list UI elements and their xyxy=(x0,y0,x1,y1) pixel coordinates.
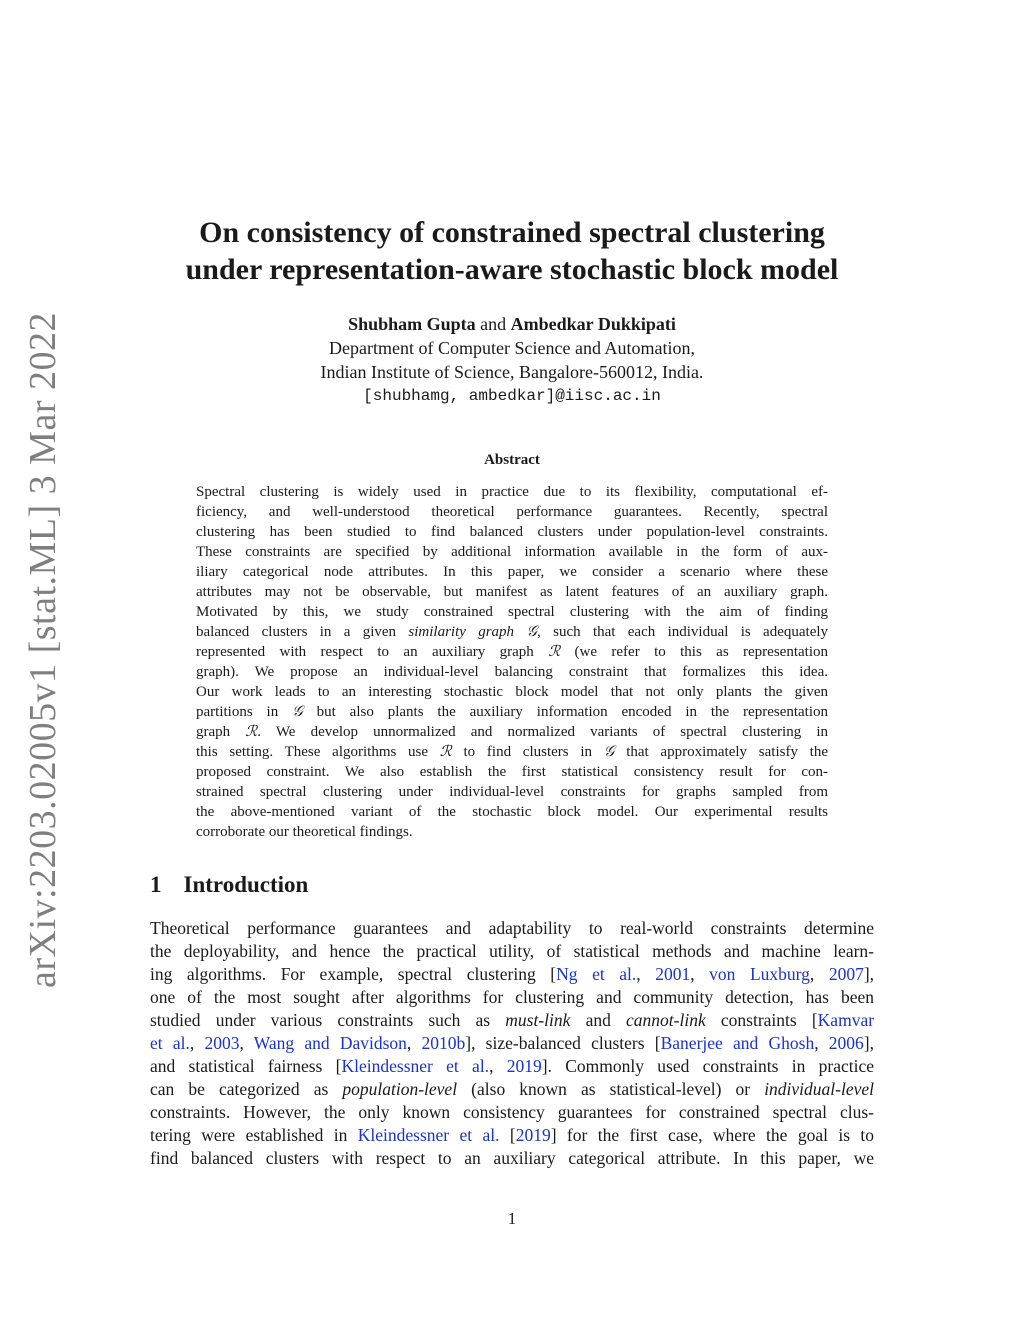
text-run: ing algorithms. For example, spectral clustering [ xyxy=(150,964,557,984)
author-2: Ambedkar Dukkipati xyxy=(510,314,676,334)
text-run: that approximately satisfy the xyxy=(626,744,828,760)
text-run: can be categorized as xyxy=(150,1079,329,1099)
abstract-line: clustering has been studied to find balanced clusters under population-level constraints. xyxy=(196,524,828,540)
text-run: studied under various constraints such as xyxy=(150,1010,491,1030)
math-symbol-g: 𝒢 xyxy=(526,624,538,640)
text-run: and xyxy=(585,1010,611,1030)
title-line-1: On consistency of constrained spectral clustering xyxy=(199,216,825,249)
text-run: ]. Commonly used constraints in practice xyxy=(541,1056,874,1076)
abstract-line xyxy=(196,742,828,762)
abstract-body xyxy=(196,482,828,842)
abstract-line: graph). We propose an individual-level balancing constraint that formalizes this idea. xyxy=(196,664,828,680)
text-run: ], size-balanced clusters [ xyxy=(465,1033,661,1053)
abstract-line: Our work leads to an interesting stochastic block model that not only plants the given xyxy=(196,684,828,700)
section-number: 1 xyxy=(150,872,162,897)
text-run: , xyxy=(189,1033,205,1053)
intro-line xyxy=(150,1009,874,1032)
text-run: (we refer to this as representation xyxy=(574,644,828,660)
text-run: , such that each individual is adequately xyxy=(537,624,828,640)
citation-link[interactable]: Kamvar xyxy=(817,1010,874,1030)
citation-link[interactable]: Banerjee and Ghosh xyxy=(660,1033,815,1053)
math-symbol-r: ℛ xyxy=(439,744,452,760)
abstract-line: Spectral clustering is widely used in practice due to its flexibility, computational ef- xyxy=(196,484,828,500)
abstract-line: proposed constraint. We also establish the first statistical consistency result for con- xyxy=(196,764,828,780)
abstract-line: These constraints are specified by additional information available in the form of aux- xyxy=(196,544,828,560)
text-run: this setting. These algorithms use xyxy=(196,744,429,760)
text-run: , xyxy=(809,964,829,984)
text-run: ], xyxy=(863,964,874,984)
text-run: (also known as statistical-level) or xyxy=(471,1079,751,1099)
text-run: represented with respect to an auxiliary graph xyxy=(196,644,534,660)
population-level-term: population-level xyxy=(342,1079,458,1099)
must-link-term: must-link xyxy=(505,1010,571,1030)
math-symbol-r: ℛ xyxy=(245,724,258,740)
abstract-line: iliary categorical node attributes. In this paper, we consider a scenario where these xyxy=(196,564,828,580)
citation-link[interactable]: 2019 xyxy=(506,1056,542,1076)
intro-line: the deployability, and hence the practical utility, of statistical methods and machine learn- xyxy=(150,941,874,961)
intro-line: one of the most sought after algorithms for clustering and community detection, has been xyxy=(150,987,874,1007)
text-run: , xyxy=(690,964,710,984)
text-run: [ xyxy=(509,1125,516,1145)
math-symbol-g: 𝒢 xyxy=(603,744,615,760)
abstract-line: strained spectral clustering under individual-level constraints for graphs sampled from xyxy=(196,784,828,800)
arxiv-stamp xyxy=(18,312,68,988)
affiliation-line-1: Department of Computer Science and Automation, xyxy=(329,338,695,358)
abstract-line: Motivated by this, we study constrained spectral clustering with the aim of finding xyxy=(196,604,828,620)
citation-link[interactable]: 2001 xyxy=(655,964,691,984)
arxiv-stamp-text: arXiv:2203.02005v1 [stat.ML] 3 Mar 2022 xyxy=(22,312,64,988)
cannot-link-term: cannot-link xyxy=(626,1010,706,1030)
abstract-line xyxy=(196,702,828,722)
citation-link[interactable]: 2019 xyxy=(515,1125,551,1145)
title-line-2: under representation-aware stochastic block model xyxy=(185,253,839,286)
text-run: constraints [ xyxy=(720,1010,818,1030)
citation-link[interactable]: 2003 xyxy=(204,1033,240,1053)
text-run: , xyxy=(239,1033,254,1053)
text-run: , xyxy=(489,1056,507,1076)
intro-line: Theoretical performance guarantees and adaptability to real-world constraints determine xyxy=(150,918,874,938)
text-run: ] for the first case, where the goal is to xyxy=(550,1125,874,1145)
paper-title xyxy=(150,214,874,288)
section-title-text: Introduction xyxy=(183,872,309,897)
intro-line xyxy=(150,1124,874,1147)
text-run: partitions in xyxy=(196,704,279,720)
text-run: and statistical fairness [ xyxy=(150,1056,342,1076)
text-run: . We develop unnormalized and normalized variants of spectral clustering in xyxy=(257,724,828,740)
abstract-line: the above-mentioned variant of the stochastic block model. Our experimental results xyxy=(196,804,828,820)
author-block xyxy=(150,312,874,408)
author-1: Shubham Gupta xyxy=(348,314,476,334)
math-symbol-r: ℛ xyxy=(548,644,561,660)
abstract-line: corroborate our theoretical findings. xyxy=(196,824,413,840)
math-symbol-g: 𝒢 xyxy=(292,704,303,720)
citation-link[interactable]: et al. xyxy=(150,1033,190,1053)
author-names xyxy=(150,312,874,336)
similarity-graph-term: similarity graph xyxy=(408,624,515,640)
author-email: [shubhamg, ambedkar]@iisc.ac.in xyxy=(363,387,661,405)
citation-link[interactable]: 2010b xyxy=(421,1033,466,1053)
individual-level-term: individual-level xyxy=(764,1079,874,1099)
abstract-heading: Abstract xyxy=(484,452,540,468)
abstract-line xyxy=(196,722,828,742)
text-run: tering were established in xyxy=(150,1125,348,1145)
text-run: , xyxy=(406,1033,422,1053)
text-run: but also plants the auxiliary information encoded in the representation xyxy=(316,704,828,720)
abstract-line: attributes may not be observable, but manifest as latent features of an auxiliary graph. xyxy=(196,584,828,600)
intro-line xyxy=(150,1055,874,1078)
abstract-line xyxy=(196,622,828,642)
intro-line: constraints. However, the only known consistency guarantees for constrained spectral clus- xyxy=(150,1102,874,1122)
citation-link[interactable]: Wang and Davidson xyxy=(253,1033,407,1053)
abstract-line: ficiency, and well-understood theoretical performance guarantees. Recently, spectral xyxy=(196,504,828,520)
author-conjunction: and xyxy=(480,314,507,334)
section-heading xyxy=(150,872,308,898)
text-run: balanced clusters in a given xyxy=(196,624,397,640)
text-run: to find clusters in xyxy=(463,744,593,760)
text-run: graph xyxy=(196,724,231,740)
text-run: ], xyxy=(863,1033,874,1053)
text-run: , xyxy=(636,964,656,984)
citation-link[interactable]: von Luxburg xyxy=(709,964,810,984)
citation-link[interactable]: Ng et al. xyxy=(556,964,637,984)
citation-link[interactable]: Kleindessner et al. xyxy=(357,1125,500,1145)
intro-line: find balanced clusters with respect to an auxiliary categorical attribute. In this paper, we xyxy=(150,1148,874,1168)
introduction-body xyxy=(150,917,874,1170)
citation-link[interactable]: 2007 xyxy=(828,964,864,984)
intro-line xyxy=(150,1078,874,1101)
intro-line xyxy=(150,963,874,986)
citation-link[interactable]: Kleindessner et al. xyxy=(341,1056,490,1076)
affiliation-line-2: Indian Institute of Science, Bangalore-560012, India. xyxy=(320,362,704,382)
intro-line xyxy=(150,1032,874,1055)
page-number: 1 xyxy=(507,1209,517,1228)
citation-link[interactable]: 2006 xyxy=(828,1033,864,1053)
abstract-line xyxy=(196,642,828,662)
text-run: , xyxy=(814,1033,829,1053)
